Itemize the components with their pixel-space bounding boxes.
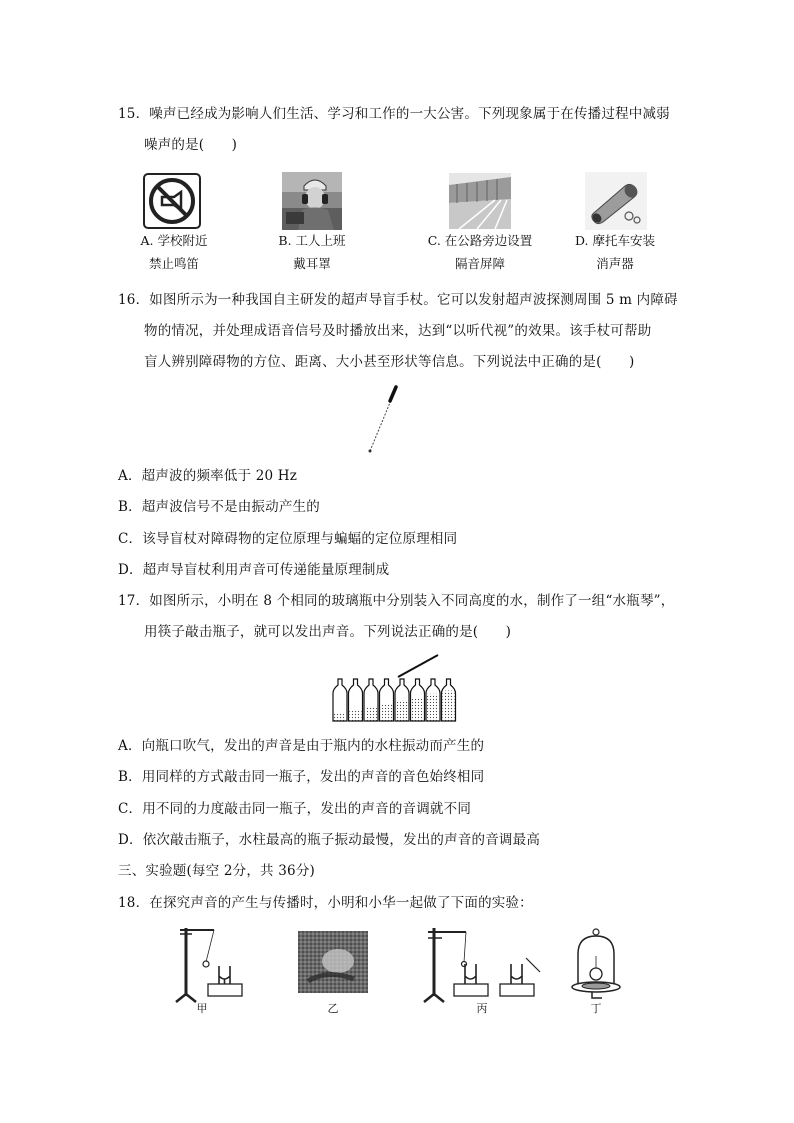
q15-option-b-caption1: B. 工人上班 <box>278 233 346 248</box>
q15-stem-line1: 15．噪声已经成为影响人们生活、学习和工作的一大公害。下列现象属于在传播过程中减弱 <box>118 106 670 122</box>
q15-option-d-caption1: D. 摩托车安装 <box>574 233 656 248</box>
q16-option-a: A．超声波的频率低于 20 Hz <box>118 468 298 484</box>
fig-jia-pendulum-tuning-fork <box>172 924 252 1006</box>
fig-bing-two-tuning-forks <box>420 924 544 1006</box>
worker-earmuffs-photo <box>282 172 342 230</box>
water-bottles-figure <box>330 653 470 725</box>
sound-barrier-photo <box>449 173 511 229</box>
q16-stem-line1: 16．如图所示为一种我国自主研发的超声导盲手杖。它可以发射超声波探测周围 5 m 内障碍 <box>118 292 678 308</box>
q15-option-c-caption1: C. 在公路旁边设置 <box>427 233 533 248</box>
bottle-water <box>365 707 377 721</box>
q17-stem-line1: 17．如图所示，小明在 8 个相同的玻璃瓶中分别装入不同高度的水，制作了一组“水瓶琴”， <box>118 593 675 609</box>
q15-stem-line2: 噪声的是( ) <box>144 137 238 153</box>
q16-option-c: C．该导盲杖对障碍物的定位原理与蝙蝠的定位原理相同 <box>118 531 458 547</box>
q15-option-d-caption2: 消声器 <box>596 256 634 271</box>
q17-option-d: D．依次敲击瓶子，水柱最高的瓶子振动最慢，发出的声音的音调最高 <box>118 832 541 848</box>
bottle <box>395 679 409 721</box>
bottle <box>380 679 394 721</box>
section-heading: 三、实验题(每空 2分，共 36分) <box>118 863 315 879</box>
fig-ding-bell-jar <box>568 926 624 1002</box>
bottle <box>364 679 378 721</box>
fig-label-bing: 丙 <box>476 1002 488 1015</box>
fig-label-jia: 甲 <box>196 1002 208 1015</box>
bottle-water <box>334 713 346 721</box>
bottle <box>442 679 456 721</box>
q16-stem-line2: 物的情况，并处理成语音信号及时播放出来，达到“以听代视”的效果。该手杖可帮助 <box>144 323 652 339</box>
fig-label-ding: 丁 <box>590 1002 602 1015</box>
q16-stem-line3: 盲人辨别障碍物的方位、距离、大小甚至形状等信息。下列说法中正确的是( ) <box>144 354 635 370</box>
no-horn-sign-icon <box>143 173 201 229</box>
q15-option-a-caption1: A. 学校附近 <box>140 233 208 248</box>
bottle-water <box>412 697 424 721</box>
fig-label-yi: 乙 <box>327 1002 339 1015</box>
ultrasonic-cane-figure <box>364 383 400 455</box>
bottle-water <box>381 703 393 721</box>
q17-option-c: C．用不同的力度敲击同一瓶子，发出的声音的音调就不同 <box>118 801 472 817</box>
bottle-water <box>396 700 408 721</box>
q15-option-c-caption2: 隔音屏障 <box>454 256 505 271</box>
muffler-photo <box>585 172 647 230</box>
q18-stem-line1: 18．在探究声音的产生与传播时，小明和小华一起做了下面的实验： <box>118 895 533 911</box>
bottle <box>333 679 347 721</box>
q17-stem-line2: 用筷子敲击瓶子，就可以发出声音。下列说法正确的是( ) <box>144 624 512 640</box>
bottle-water <box>443 691 455 721</box>
q15-option-b-caption2: 戴耳罩 <box>293 256 331 271</box>
q15-option-a-caption2: 禁止鸣笛 <box>148 256 199 271</box>
bottle <box>411 679 425 721</box>
q16-option-b: B．超声波信号不是由振动产生的 <box>118 499 320 515</box>
bottle-water <box>350 710 362 721</box>
q17-option-b: B．用同样的方式敲击同一瓶子，发出的声音的音色始终相同 <box>118 769 485 785</box>
bottle <box>349 679 363 721</box>
fig-yi-photo <box>298 931 368 993</box>
q17-option-a: A．向瓶口吹气，发出的声音是由于瓶内的水柱振动而产生的 <box>118 738 485 754</box>
bottle <box>426 679 440 721</box>
q16-option-d: D．超声导盲杖利用声音可传递能量原理制成 <box>118 562 390 578</box>
bottle-water <box>427 694 439 721</box>
